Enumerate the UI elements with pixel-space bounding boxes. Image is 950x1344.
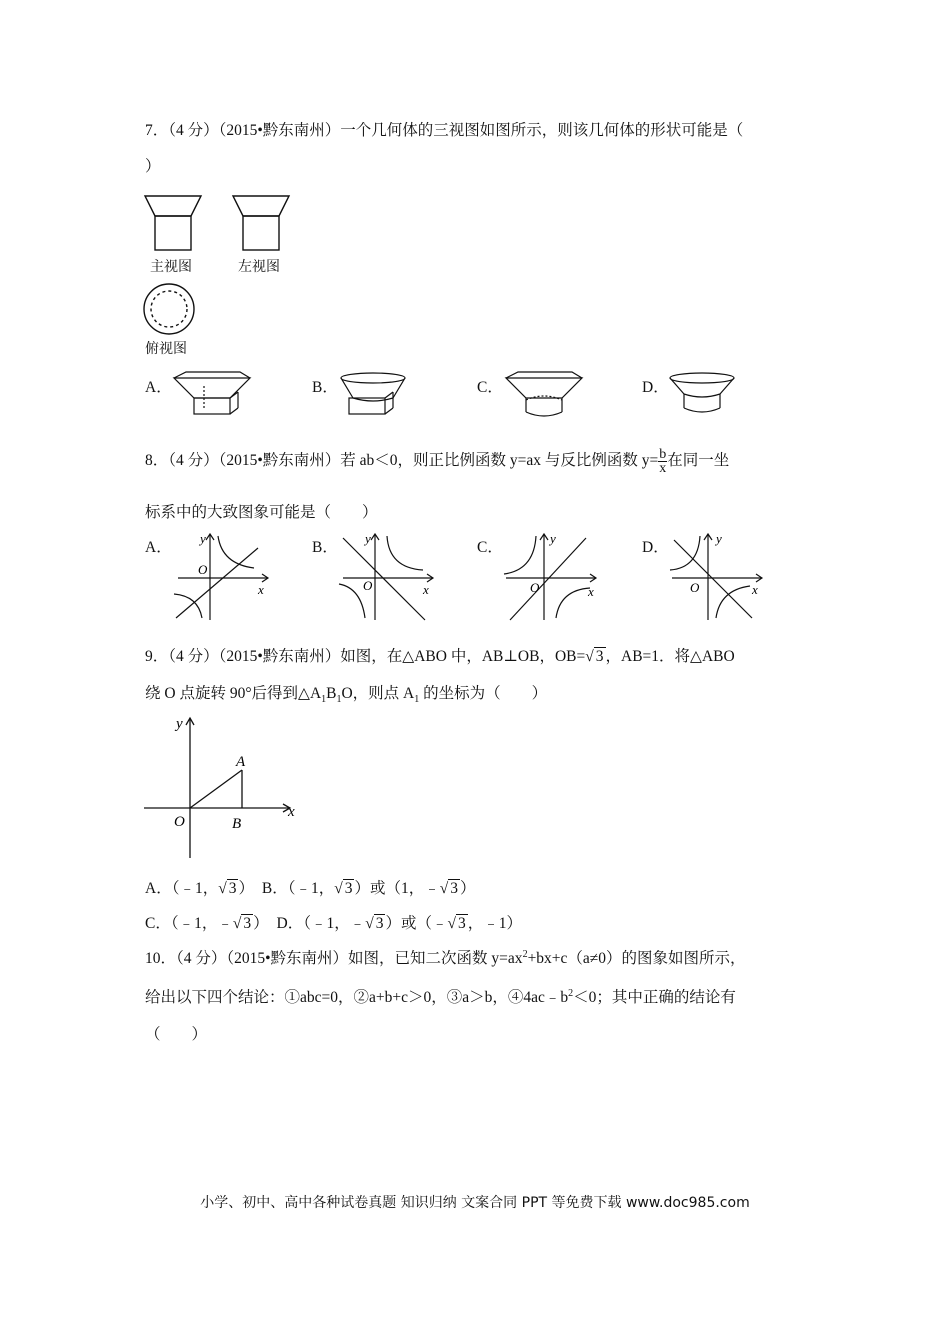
q8-d-x-axis-label: x <box>752 582 758 597</box>
sqrt-3-radicand: 3 <box>344 880 353 897</box>
q8-line1-text: 8．（4 分）（2015•黔东南州）若 ab＜0，则正比例函数 y=ax 与反比例函数 y= <box>145 452 659 470</box>
q9-y-axis-label: y <box>176 716 183 732</box>
sqrt-3: √ 3 <box>334 880 353 897</box>
q8-a-y-axis-label: y <box>200 531 206 546</box>
q9-options-row2 <box>145 911 522 933</box>
q8-c-x-axis-label: x <box>588 584 594 599</box>
q9-point-a-label: A <box>236 754 246 770</box>
q10-line2 <box>145 985 736 1007</box>
q8-line1 <box>145 448 729 475</box>
subscript-1: 1 <box>414 694 420 706</box>
q8-c-y-axis-label: y <box>550 531 556 546</box>
q10-line3: （ ） <box>145 1026 208 1043</box>
q9-line2-part-a: 绕 O 点旋转 90°后得到△A <box>145 685 322 702</box>
q7-option-b-label: B． <box>312 379 338 396</box>
sqrt-3-radicand: 3 <box>595 648 604 665</box>
q9-line1-text: 9．（4 分）（2015•黔东南州）如图，在△ABO 中，AB⊥OB，OB= <box>145 648 586 665</box>
q8-fraction-denominator: x <box>659 461 667 476</box>
q7-line2: ） <box>145 158 161 175</box>
q8-option-d-label: D． <box>642 539 669 556</box>
q9-point-b-label: B <box>232 816 242 832</box>
q7-option-c-solid <box>502 368 592 420</box>
q7-option-d-label: D． <box>642 379 669 396</box>
sqrt-3: √ 3 <box>585 648 604 665</box>
q10-line2-end: ＜0；其中正确的结论有 <box>573 989 736 1006</box>
q9-option-a-end: ） <box>238 880 254 897</box>
q7-option-a-solid <box>170 368 260 420</box>
sqrt-3-radicand: 3 <box>458 915 466 932</box>
sqrt-3: √ 3 <box>365 915 384 932</box>
sqrt-3: √ 3 <box>439 880 458 897</box>
q7-option-c-label: C． <box>477 379 503 396</box>
subscript-1: 1 <box>321 694 327 706</box>
page-footer: 小学、初中、高中各种试卷真题 知识归纳 文案合同 PPT 等免费下载 www.doc985.com <box>200 1195 750 1211</box>
q7-option-d-solid <box>666 370 746 420</box>
q8-graph-b <box>335 528 445 624</box>
q8-option-a-label: A． <box>145 539 172 556</box>
q8-line2: 标系中的大致图象可能是（ ） <box>145 504 378 521</box>
q8-option-c-label: C． <box>477 539 503 556</box>
q8-a-x-axis-label: x <box>258 582 264 597</box>
q9-option-d-middle: ）或（﹣ <box>385 915 448 932</box>
q8-fraction <box>658 448 667 475</box>
q9-line2-part-b: B <box>326 685 337 702</box>
q8-line1-end: 在同一坐 <box>667 452 730 470</box>
sqrt-3: √ 3 <box>218 880 237 897</box>
subscript-1: 1 <box>336 694 342 706</box>
q8-graph-a <box>170 528 280 624</box>
q8-b-x-axis-label: x <box>423 582 429 597</box>
q9-x-axis-label: x <box>288 804 295 820</box>
q8-d-origin-label: O <box>690 580 700 595</box>
q9-option-d-end: ，﹣1） <box>467 915 523 932</box>
q7-option-a-label: A． <box>145 379 172 396</box>
q9-option-c: C．（﹣1，﹣ <box>145 915 233 932</box>
q9-option-b-end: ） <box>460 880 476 897</box>
q8-b-origin-label: O <box>363 578 373 593</box>
q9-option-b: B．（﹣1， <box>261 880 335 897</box>
sqrt-3-radicand: 3 <box>375 915 384 932</box>
superscript-2: 2 <box>522 948 528 960</box>
q10-line2-text: 给出以下四个结论：①abc=0，②a+b+c＞0，③a＞b，④4ac﹣b <box>145 989 569 1006</box>
q10-line1-text: 10．（4 分）（2015•黔东南州）如图，已知二次函数 y=ax <box>145 950 523 967</box>
q8-graph-d <box>666 528 776 624</box>
q9-line2-part-c: O，则点 A <box>341 685 415 702</box>
q9-line2-part-d: 的坐标为（ ） <box>419 685 548 702</box>
q7-line1: 7．（4 分）（2015•黔东南州）一个几何体的三视图如图所示，则该几何体的形状可能是（ <box>145 122 744 139</box>
q9-line1 <box>145 644 735 666</box>
q9-line1-end: ，AB=1．将△ABO <box>605 648 735 665</box>
sqrt-3: √ 3 <box>232 915 252 932</box>
front-view-label: 主视图 <box>150 259 192 275</box>
superscript-2: 2 <box>568 987 574 999</box>
q10-line1 <box>145 946 746 968</box>
q9-option-b-middle: ）或（1，﹣ <box>354 880 440 897</box>
q7-option-b-solid <box>337 370 417 420</box>
q9-option-d: D．（﹣1，﹣ <box>276 915 366 932</box>
q9-option-c-end: ） <box>253 915 269 932</box>
q9-option-a: A．（﹣1， <box>145 880 219 897</box>
q9-options-row1 <box>145 876 476 898</box>
q8-graph-c <box>500 528 610 624</box>
left-view-label: 左视图 <box>238 259 280 275</box>
sqrt-3: √ 3 <box>447 915 466 932</box>
sqrt-3-radicand: 3 <box>243 915 252 932</box>
q8-fraction-numerator: b <box>659 447 667 462</box>
q10-line1-end: +bx+c（a≠0）的图象如图所示， <box>527 950 746 967</box>
q9-triangle-figure <box>140 712 310 862</box>
q8-a-origin-label: O <box>198 562 208 577</box>
top-view-label: 俯视图 <box>145 341 187 357</box>
q8-b-y-axis-label: y <box>365 531 371 546</box>
q9-line2 <box>145 681 547 705</box>
sqrt-3-radicand: 3 <box>450 880 458 897</box>
q9-origin-label: O <box>174 814 185 830</box>
sqrt-3-radicand: 3 <box>228 880 237 897</box>
q8-c-origin-label: O <box>530 580 540 595</box>
q8-option-b-label: B． <box>312 539 338 556</box>
q7-three-views <box>140 192 310 362</box>
q8-d-y-axis-label: y <box>716 531 722 546</box>
